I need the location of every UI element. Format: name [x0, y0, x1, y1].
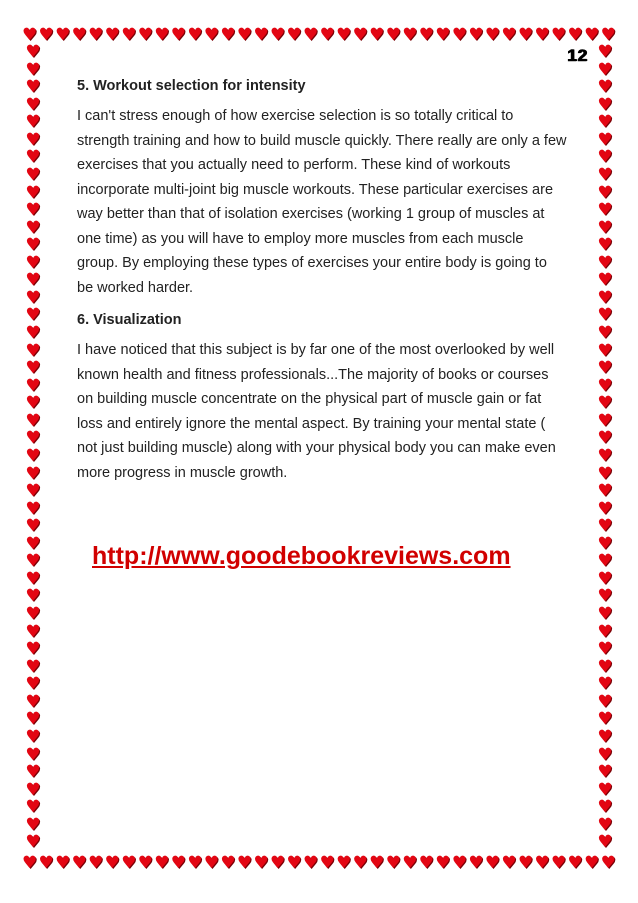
heart-icon: ♥ — [88, 852, 104, 873]
heart-icon: ♥ — [187, 852, 203, 873]
heart-icon: ♥ — [253, 852, 269, 873]
heart-icon: ♥ — [286, 24, 302, 45]
heart-icon: ♥ — [25, 112, 41, 133]
heart-icon: ♥ — [551, 24, 567, 45]
heart-icon: ♥ — [286, 852, 302, 873]
heart-icon: ♥ — [25, 340, 41, 361]
heart-icon: ♥ — [597, 340, 613, 361]
heart-icon: ♥ — [597, 568, 613, 589]
heart-icon: ♥ — [597, 797, 613, 818]
heart-icon: ♥ — [25, 639, 41, 660]
heart-icon: ♥ — [25, 182, 41, 203]
heart-icon: ♥ — [71, 24, 87, 45]
heart-icon: ♥ — [484, 24, 501, 45]
heart-icon: ♥ — [22, 24, 38, 45]
heart-icon: ♥ — [597, 164, 613, 185]
heart-icon: ♥ — [551, 852, 567, 873]
heart-icon: ♥ — [597, 358, 613, 379]
heart-icon: ♥ — [597, 709, 613, 730]
heart-icon: ♥ — [25, 674, 41, 695]
heart-border-left — [22, 44, 44, 852]
heart-icon: ♥ — [435, 24, 451, 45]
heart-icon: ♥ — [597, 147, 613, 168]
heart-icon: ♥ — [418, 24, 434, 45]
heart-icon: ♥ — [269, 852, 286, 873]
heart-icon: ♥ — [25, 551, 41, 572]
page-content — [77, 78, 567, 491]
heart-icon: ♥ — [25, 568, 41, 589]
heart-icon: ♥ — [25, 129, 41, 150]
heart-icon: ♥ — [597, 59, 613, 80]
heart-icon: ♥ — [319, 24, 335, 45]
heart-icon: ♥ — [25, 410, 41, 431]
heart-icon: ♥ — [203, 24, 220, 45]
heart-icon: ♥ — [137, 24, 153, 45]
heart-icon: ♥ — [597, 814, 613, 835]
heart-icon: ♥ — [25, 94, 41, 115]
heart-icon: ♥ — [369, 24, 385, 45]
heart-icon: ♥ — [236, 24, 253, 45]
heart-icon: ♥ — [597, 270, 613, 291]
heart-border-bottom — [22, 852, 616, 874]
heart-icon: ♥ — [468, 24, 484, 45]
heart-icon: ♥ — [597, 463, 613, 484]
heart-icon: ♥ — [22, 852, 38, 873]
heart-icon: ♥ — [154, 852, 170, 873]
heart-icon: ♥ — [597, 604, 613, 624]
heart-icon: ♥ — [597, 533, 613, 554]
heart-border-right — [594, 44, 616, 852]
section-body-visualization: I have noticed that this subject is by far one of the most overlooked by well known health and fitness professionals...The majority of books or courses on building muscle concentrate on the physical part of muscle gain or fat loss and entirely ignore the mental aspect. By training your mental state ( not just building muscle) along with your physical body you can make even more progress in muscle growth. — [77, 342, 556, 481]
heart-icon: ♥ — [104, 24, 120, 45]
heart-icon: ♥ — [597, 252, 613, 273]
heart-icon: ♥ — [597, 323, 613, 343]
heart-icon: ♥ — [170, 852, 187, 873]
heart-border-top — [22, 24, 616, 46]
heart-icon: ♥ — [597, 200, 613, 221]
heart-icon: ♥ — [534, 852, 550, 873]
heart-icon: ♥ — [104, 852, 120, 873]
heart-icon: ♥ — [451, 852, 468, 873]
heart-icon: ♥ — [137, 852, 153, 873]
heart-icon: ♥ — [597, 726, 613, 747]
heart-icon: ♥ — [25, 77, 41, 98]
heart-icon: ♥ — [25, 709, 41, 730]
heart-icon: ♥ — [25, 481, 41, 502]
heart-icon: ♥ — [597, 691, 613, 712]
heart-icon: ♥ — [484, 852, 501, 873]
heart-icon: ♥ — [597, 481, 613, 502]
heart-icon: ♥ — [597, 832, 613, 853]
heart-icon: ♥ — [303, 24, 319, 45]
heart-icon: ♥ — [25, 586, 41, 607]
heart-icon: ♥ — [121, 24, 137, 45]
heart-icon: ♥ — [55, 852, 71, 873]
heart-icon: ♥ — [597, 94, 613, 115]
heart-icon: ♥ — [600, 852, 616, 873]
heart-icon: ♥ — [25, 762, 41, 783]
heart-icon: ♥ — [25, 217, 41, 238]
heart-icon: ♥ — [597, 656, 613, 677]
heart-icon: ♥ — [25, 832, 41, 853]
section-heading-visualization: 6. Visualization — [77, 312, 182, 328]
heart-icon: ♥ — [352, 852, 368, 873]
heart-icon: ♥ — [170, 24, 187, 45]
heart-icon: ♥ — [220, 852, 236, 873]
heart-icon: ♥ — [25, 779, 41, 800]
heart-icon: ♥ — [418, 852, 434, 873]
heart-icon: ♥ — [187, 24, 203, 45]
heart-icon: ♥ — [584, 24, 600, 45]
heart-icon: ♥ — [597, 586, 613, 607]
heart-icon: ♥ — [597, 305, 613, 326]
heart-icon: ♥ — [385, 24, 401, 45]
heart-icon: ♥ — [567, 852, 583, 873]
heart-icon: ♥ — [303, 852, 319, 873]
heart-icon: ♥ — [597, 445, 613, 466]
heart-icon: ♥ — [25, 393, 41, 414]
heart-icon: ♥ — [597, 375, 613, 396]
heart-icon: ♥ — [25, 604, 41, 624]
heart-icon: ♥ — [584, 852, 600, 873]
heart-icon: ♥ — [336, 24, 352, 45]
heart-icon: ♥ — [154, 24, 170, 45]
heart-icon: ♥ — [352, 24, 368, 45]
heart-icon: ♥ — [597, 129, 613, 150]
heart-icon: ♥ — [597, 42, 613, 62]
heart-icon: ♥ — [25, 797, 41, 818]
heart-icon: ♥ — [451, 24, 468, 45]
heart-icon: ♥ — [597, 182, 613, 203]
page-number: 12 — [567, 46, 588, 65]
heart-icon: ♥ — [597, 621, 613, 642]
heart-icon: ♥ — [402, 24, 418, 45]
heart-icon: ♥ — [369, 852, 385, 873]
heart-icon: ♥ — [25, 358, 41, 379]
heart-icon: ♥ — [25, 428, 41, 449]
heart-icon: ♥ — [25, 287, 41, 308]
heart-icon: ♥ — [517, 24, 534, 45]
heart-icon: ♥ — [236, 852, 253, 873]
heart-icon: ♥ — [597, 393, 613, 414]
heart-icon: ♥ — [597, 428, 613, 449]
heart-icon: ♥ — [597, 744, 613, 765]
heart-icon: ♥ — [25, 463, 41, 484]
heart-icon: ♥ — [517, 852, 534, 873]
heart-icon: ♥ — [435, 852, 451, 873]
heart-icon: ♥ — [25, 656, 41, 677]
heart-icon: ♥ — [597, 112, 613, 133]
heart-icon: ♥ — [269, 24, 286, 45]
section-body-workout-selection: I can't stress enough of how exercise selection is so totally critical to strength training and how to build muscle quickly. There really are only a few exercises that you actually need to perform. These kind of workouts incorporate multi-joint big muscle workouts. These particular exercises are way better than that of isolation exercises (working 1 group of muscles at one time) as you will have to employ more muscles from each muscle group. By employing these types of exercises your entire body is going to be worked harder. — [77, 108, 567, 296]
heart-icon: ♥ — [25, 164, 41, 185]
website-link[interactable]: http://www.goodebookreviews.com — [92, 542, 511, 570]
heart-icon: ♥ — [121, 852, 137, 873]
heart-icon: ♥ — [25, 200, 41, 221]
heart-icon: ♥ — [468, 852, 484, 873]
heart-icon: ♥ — [25, 375, 41, 396]
heart-icon: ♥ — [71, 852, 87, 873]
heart-icon: ♥ — [25, 270, 41, 291]
heart-icon: ♥ — [597, 762, 613, 783]
heart-icon: ♥ — [597, 410, 613, 431]
heart-icon: ♥ — [336, 852, 352, 873]
heart-icon: ♥ — [25, 235, 41, 256]
heart-icon: ♥ — [25, 323, 41, 343]
heart-icon: ♥ — [38, 24, 54, 45]
heart-icon: ♥ — [25, 516, 41, 537]
heart-icon: ♥ — [25, 445, 41, 466]
heart-icon: ♥ — [25, 814, 41, 835]
heart-icon: ♥ — [55, 24, 71, 45]
heart-icon: ♥ — [597, 287, 613, 308]
heart-icon: ♥ — [402, 852, 418, 873]
heart-icon: ♥ — [25, 147, 41, 168]
heart-icon: ♥ — [25, 305, 41, 326]
heart-icon: ♥ — [597, 516, 613, 537]
heart-icon: ♥ — [597, 551, 613, 572]
heart-icon: ♥ — [25, 621, 41, 642]
heart-icon: ♥ — [534, 24, 550, 45]
heart-icon: ♥ — [253, 24, 269, 45]
heart-icon: ♥ — [203, 852, 220, 873]
heart-icon: ♥ — [597, 235, 613, 256]
heart-icon: ♥ — [567, 24, 583, 45]
heart-icon: ♥ — [319, 852, 335, 873]
section-heading-workout-selection: 5. Workout selection for intensity — [77, 78, 306, 94]
heart-icon: ♥ — [600, 24, 616, 45]
heart-icon: ♥ — [25, 498, 41, 519]
heart-icon: ♥ — [220, 24, 236, 45]
heart-icon: ♥ — [597, 217, 613, 238]
heart-icon: ♥ — [25, 42, 41, 62]
heart-icon: ♥ — [597, 77, 613, 98]
heart-icon: ♥ — [25, 252, 41, 273]
heart-icon: ♥ — [25, 533, 41, 554]
heart-icon: ♥ — [501, 852, 517, 873]
heart-icon: ♥ — [38, 852, 54, 873]
heart-icon: ♥ — [597, 674, 613, 695]
heart-icon: ♥ — [597, 639, 613, 660]
heart-icon: ♥ — [597, 498, 613, 519]
heart-icon: ♥ — [25, 691, 41, 712]
heart-icon: ♥ — [501, 24, 517, 45]
heart-icon: ♥ — [25, 726, 41, 747]
heart-icon: ♥ — [597, 779, 613, 800]
heart-icon: ♥ — [88, 24, 104, 45]
heart-icon: ♥ — [385, 852, 401, 873]
heart-icon: ♥ — [25, 59, 41, 80]
heart-icon: ♥ — [25, 744, 41, 765]
